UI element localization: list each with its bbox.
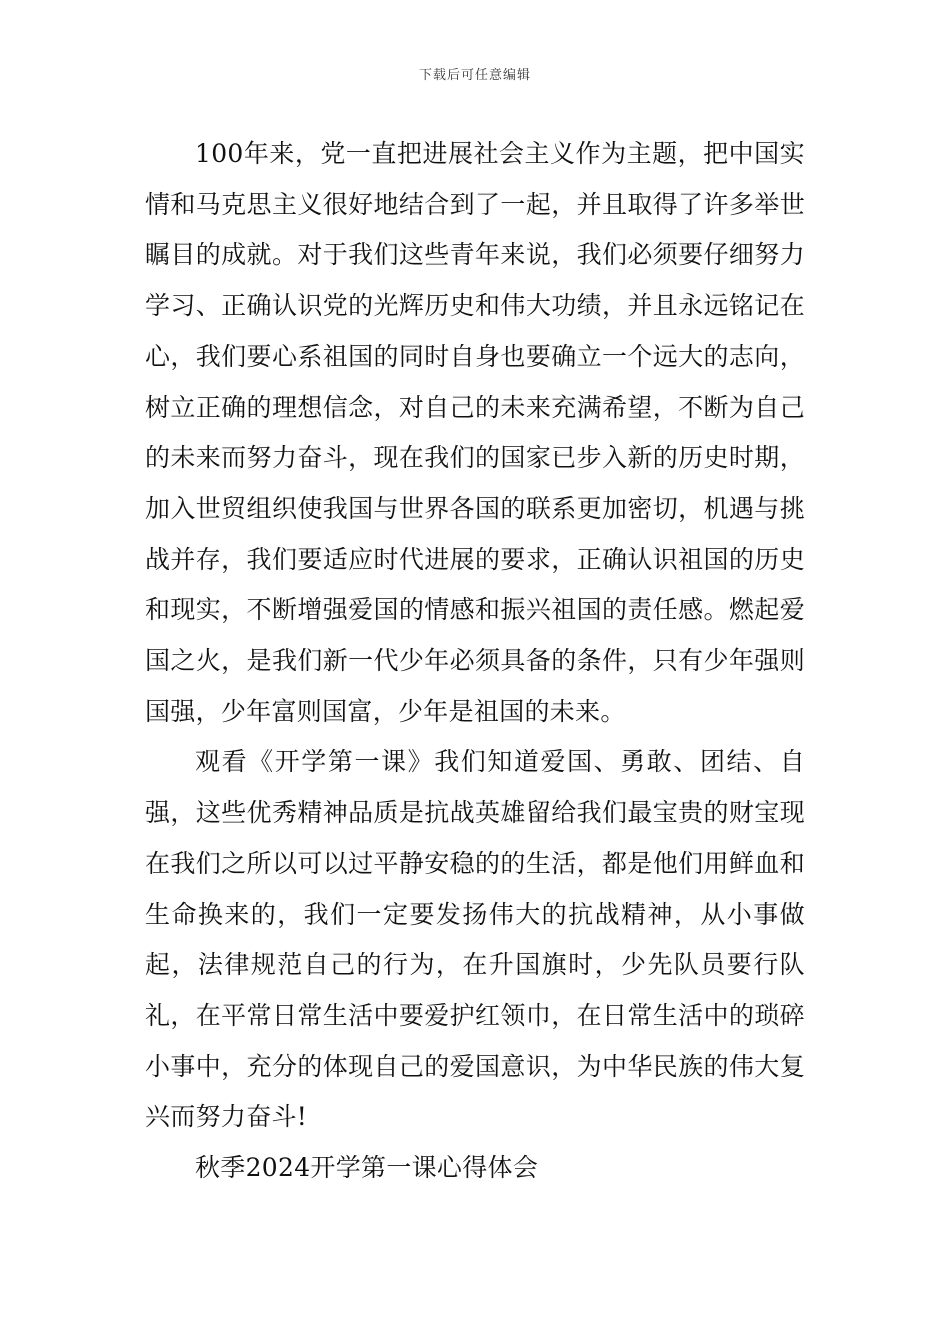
paragraph-1: 100年来，党一直把进展社会主义作为主题，把中国实情和马克思主义很好地结合到了一起，并且取得了许多举世瞩目的成就。对于我们这些青年来说，我们必须要仔细努力学习、正确认识党的光辉历史和伟大功绩，并且永远铭记在心，我们要心系祖国的同时自身也要确立一个远大的志向，树立正确的理想信念，对自己的未来充满希望，不断为自己的未来而努力奋斗，现在我们的国家已步入新的历史时期，加入世贸组织使我国与世界各国的联系更加密切，机遇与挑战并存，我们要适应时代进展的要求，正确认识祖国的历史和现实，不断增强爱国的情感和振兴祖国的责任感。燃起爱国之火，是我们新一代少年必须具备的条件，只有少年强则国强，少年富则国富，少年是祖国的未来。 [145, 139, 805, 726]
page-header: 下载后可任意编辑 [418, 68, 531, 83]
paragraph-2: 观看《开学第一课》我们知道爱国、勇敢、团结、自强，这些优秀精神品质是抗战英雄留给我们最宝贵的财宝现在我们之所以可以过平静安稳的的生活，都是他们用鲜血和生命换来的，我们一定要发扬伟大的抗战精神，从小事做起，法律规范自己的行为，在升国旗时，少先队员要行队礼，在平常日常生活中要爱护红领巾，在日常生活中的琐碎小事中，充分的体现自己的爱国意识，为中华民族的伟大复兴而努力奋斗! [145, 747, 805, 1132]
document-body [145, 129, 805, 1194]
paragraph-3: 秋季2024开学第一课心得体会 [195, 1153, 539, 1183]
